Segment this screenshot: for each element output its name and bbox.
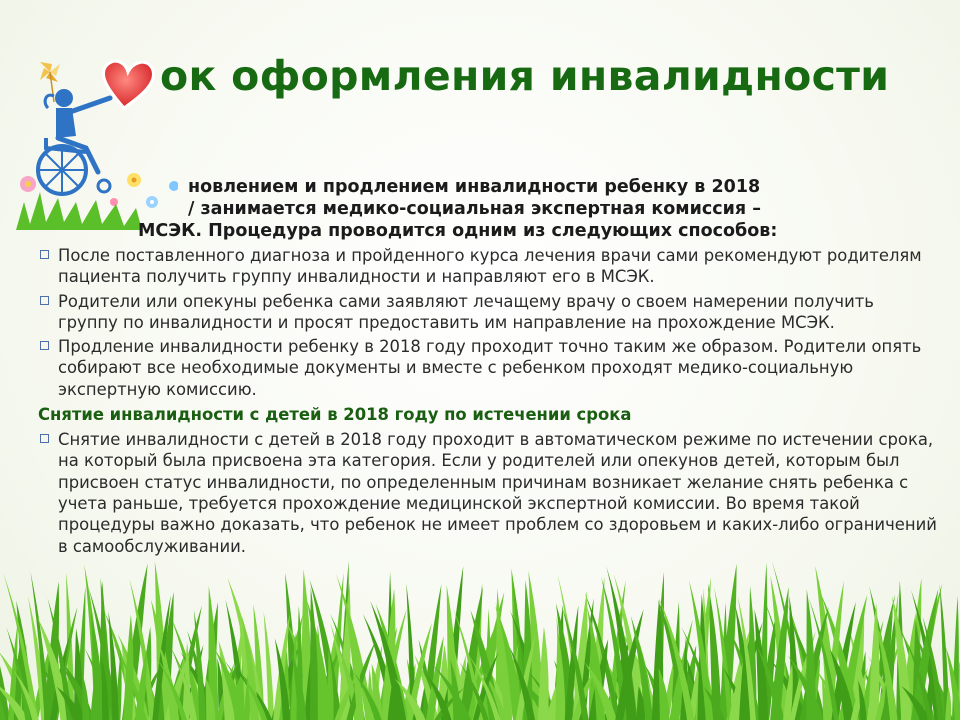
square-bullet-icon xyxy=(40,250,49,259)
grass-blade xyxy=(82,674,89,720)
list-item xyxy=(38,336,938,400)
grass-blade xyxy=(264,612,274,720)
square-bullet-icon xyxy=(40,296,49,305)
intro-line: / занимается медико-социальная экспертная комиссия – xyxy=(188,199,761,219)
list-item xyxy=(38,245,938,288)
intro-line: новлением и продлением инвалидности ребенку в 2018 xyxy=(188,177,761,197)
child-figure xyxy=(45,89,110,172)
list-item-text: Снятие инвалидности с детей в 2018 году проходит в автоматическом режиме по истечении срока, на который была присвоена эта категория. Если у родителей или опекунов детей, которым был присвоен статус инвалидности, по определенным причинам возникает желание снять ребенка с учета раньше, требуется прохождение медицинской экспертной комиссии. Во время такой процедуры важно доказать, что ребенок не имеет проблем со здоровьем и каких-либо ограничений в самообслуживании. xyxy=(58,430,937,556)
list-item-text: После поставленного диагноза и пройденного курса лечения врачи сами рекомендуют родителям пациента получить группу инвалидности и направляют его в МСЭК. xyxy=(58,246,922,287)
square-bullet-icon xyxy=(40,341,49,350)
list-item xyxy=(38,429,938,557)
section-subheading: Снятие инвалидности с детей в 2018 году по истечении срока xyxy=(38,405,632,425)
grass-border xyxy=(0,555,960,720)
title-text: ок оформления инвалидности xyxy=(160,52,890,100)
list-item-text: Продление инвалидности ребенку в 2018 году проходит точно таким же образом. Родители опять собирают все необходимые документы и вместе с ребенком проходят медико-социальную экспертную комиссию. xyxy=(58,337,922,399)
list-item-text: Родители или опекуны ребенка сами заявляют лечащему врачу о своем намерении получить группу по инвалидности и просят предоставить им направление на прохождение МСЭК. xyxy=(58,291,874,332)
square-bullet-icon xyxy=(40,434,49,443)
list-item xyxy=(38,291,938,334)
intro-line: МСЭК. Процедура проводится одним из следующих способов: xyxy=(138,221,778,241)
slide-content xyxy=(38,176,938,557)
heart-icon xyxy=(103,61,153,108)
intro-paragraph xyxy=(38,176,938,242)
